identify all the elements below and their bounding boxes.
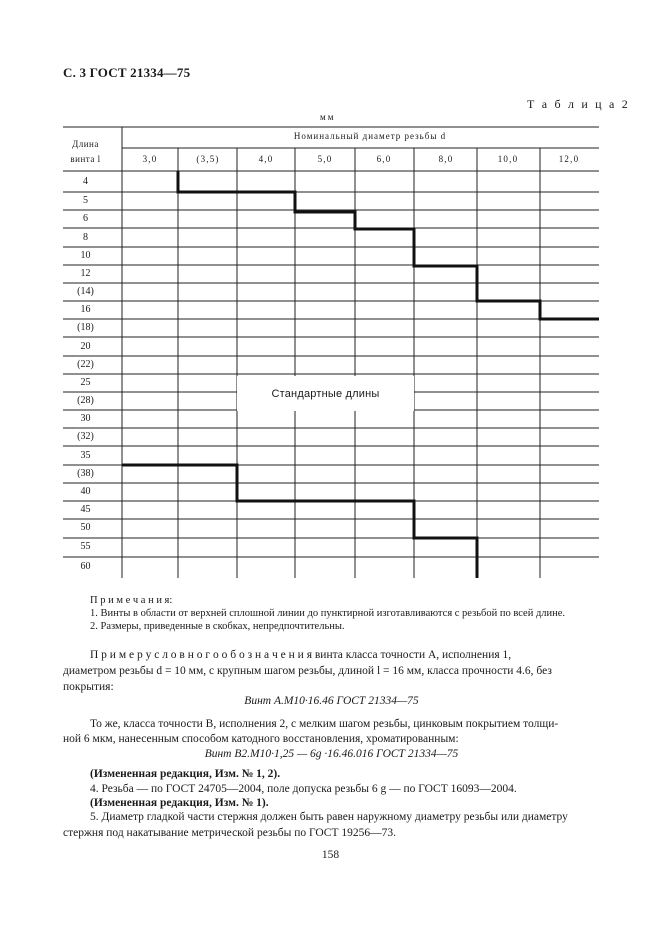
- standard-lengths-label: Стандартные длины: [237, 376, 414, 411]
- length-row-15: 35: [80, 450, 91, 461]
- amendment-note-2: (Измененная редакция, Изм. № 1).: [90, 797, 269, 809]
- length-row-12: (28): [77, 395, 94, 406]
- table-label: Т а б л и ц а 2: [527, 97, 630, 111]
- item-5-line-1: 5. Диаметр гладкой части стержня должен быть равен наружному диаметру резьбы или диаметру: [90, 811, 568, 823]
- amendment-note-1: (Измененная редакция, Изм. № 1, 2).: [90, 768, 281, 780]
- diameter-col-0: 3,0: [142, 154, 158, 164]
- diameter-col-4: 6,0: [376, 154, 392, 164]
- diameter-col-5: 8,0: [438, 154, 454, 164]
- length-row-13: 30: [80, 413, 91, 424]
- length-row-5: 12: [80, 268, 91, 279]
- diameter-col-7: 12,0: [558, 154, 580, 164]
- grid-lines: [63, 127, 599, 578]
- length-header-line1: Длина: [72, 139, 99, 149]
- example-line-1: П р и м е р у с л о в н о г о о б о з н а ч е н и я винта класса точности А, исполнения 1,: [90, 649, 512, 661]
- length-column-header: [63, 137, 108, 167]
- length-row-14: (32): [77, 431, 94, 442]
- note-1: 1. Винты в области от верхней сплошной линии до пунктирной изготавливаются с резьбой по всей длине.: [90, 608, 566, 619]
- length-row-9: 20: [80, 341, 91, 352]
- upper-boundary-line: [178, 171, 599, 319]
- designation-formula-2: Винт В2.М10·1,25 — 6g ·16.46.016 ГОСТ 21334—75: [204, 748, 459, 760]
- length-row-11: 25: [80, 377, 91, 388]
- page-number: 158: [321, 849, 340, 861]
- length-row-19: 50: [80, 522, 91, 533]
- page-header-title: С. 3 ГОСТ 21334—75: [63, 65, 191, 80]
- length-row-20: 55: [80, 541, 91, 552]
- length-row-1: 5: [83, 195, 88, 206]
- diameter-col-2: 4,0: [258, 154, 274, 164]
- designation-formula-1: Винт А.М10·16.46 ГОСТ 21334—75: [244, 695, 419, 707]
- length-row-16: (38): [77, 468, 94, 479]
- length-row-4: 10: [80, 250, 91, 261]
- length-row-7: 16: [80, 304, 91, 315]
- note-2: 2. Размеры, приведенные в скобках, непредпочтительны.: [90, 621, 345, 632]
- units-label: мм: [320, 112, 336, 122]
- length-row-17: 40: [80, 486, 91, 497]
- length-row-8: (18): [77, 322, 94, 333]
- length-row-10: (22): [77, 359, 94, 370]
- length-row-18: 45: [80, 504, 91, 515]
- length-header-line2: винта l: [70, 154, 101, 164]
- lower-boundary-line: [122, 465, 477, 578]
- diameter-col-3: 5,0: [317, 154, 333, 164]
- same-paragraph-line-2: ной 6 мкм, нанесенным способом катодного восстановления, хроматированным:: [63, 733, 459, 745]
- example-line-3: покрытия:: [63, 681, 114, 693]
- length-row-21: 60: [80, 561, 91, 572]
- length-row-3: 8: [83, 232, 88, 243]
- length-row-6: (14): [77, 286, 94, 297]
- item-4: 4. Резьба — по ГОСТ 24705—2004, поле допуска резьбы 6 g — по ГОСТ 16093—2004.: [90, 783, 517, 795]
- diameter-col-1: (3,5): [196, 154, 220, 164]
- length-row-0: 4: [83, 176, 88, 187]
- item-5-line-2: стержня под накатывание метрической резьбы по ГОСТ 19256—73.: [63, 827, 396, 839]
- length-row-2: 6: [83, 213, 88, 224]
- diameter-header: Номинальный диаметр резьбы d: [293, 131, 447, 141]
- example-line-2: диаметром резьбы d = 10 мм, с крупным шагом резьбы, длиной l = 16 мм, класса прочности 4.6, без: [63, 665, 552, 677]
- same-paragraph-line-1: То же, класса точности В, исполнения 2, с мелким шагом резьбы, цинковым покрытием толщи-: [90, 718, 559, 730]
- notes-title: П р и м е ч а н и я:: [90, 595, 173, 606]
- diameter-col-6: 10,0: [497, 154, 519, 164]
